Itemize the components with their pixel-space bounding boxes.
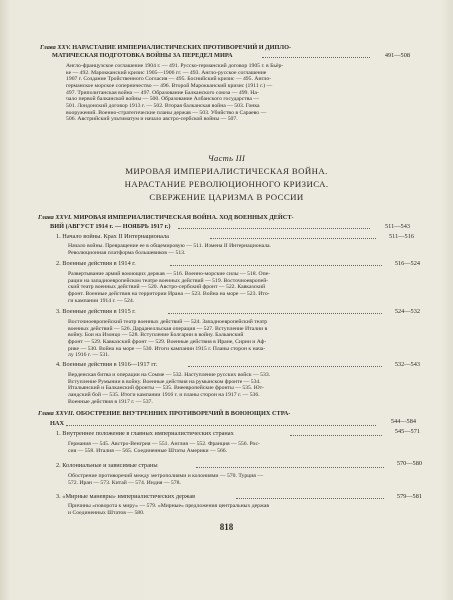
summary-line: Причины «поворота к миру» — 579. «Мирные» предложения центральных держав <box>68 503 270 509</box>
summary-line: Англо-французское соглашение 1904 г. — 491. Русско-германский договор 1905 г. в Бьёр- <box>66 63 284 69</box>
section-26-4-pages: 532—543 <box>394 361 420 368</box>
summary-line: сия — 558. Италия — 565. Соединенные Штаты Америки — 566. <box>68 447 228 454</box>
chapter-27-heading-line-1 <box>38 410 290 418</box>
section-26-1-pages: 511—516 <box>389 233 414 240</box>
section-26-2-summary <box>68 271 418 304</box>
summary-line: войну. Бои на Изонцо — 528. Вступление Болгарии в войну. Балканский <box>68 332 244 339</box>
summary-line: рике — 530. Война на море — 530. Итоги кампании 1915 г. Планы сторон к нача- <box>68 345 266 352</box>
section-27-2-summary <box>68 473 418 486</box>
summary-line: ке — 492. Марокканский кризис 1905—1906 гг. — 493. Англо-русское соглашение <box>66 69 267 76</box>
summary-line: военных действий — 526. Дарданелльская операция — 527. Вступление Италии в <box>68 325 268 332</box>
summary-line: Начало войны. Превращение ее в общемировую — 511. Измена II Интернационала. <box>68 243 271 249</box>
section-27-1-summary <box>68 441 418 454</box>
dot-leader <box>262 56 370 58</box>
chapter-26-heading-line-1 <box>38 214 294 222</box>
summary-line: Обострение противоречий между метрополиями и колониями — 570. Турция — <box>68 473 264 479</box>
page-number: 818 <box>219 522 234 532</box>
section-26-3-title: 3. Военные действия в 1915 г. <box>56 308 136 315</box>
summary-line: фронт — 529. Кавказский фронт — 529. Военные действия в Иране, Сирии и Аф- <box>68 338 267 345</box>
dot-leader <box>290 434 382 436</box>
summary-line: рации на западноевропейском театре военных действий — 519. Восточноевропей- <box>68 277 269 284</box>
dot-leader <box>210 237 376 239</box>
section-26-4-title: 4. Военные действия в 1916—1917 гг. <box>56 361 158 368</box>
summary-line: фронт. Военные действия на территории Ирана — 523. Война на море — 523. Ито- <box>68 290 270 297</box>
summary-line: 572. Иран — 573. Китай — 574. Индия — 578. <box>68 479 181 486</box>
summary-line: вооружений. Военно-стратегические планы держав — 503. Убийство в Сараево — <box>66 109 267 116</box>
section-26-1-title: 1. Начало войны. Крах II Интернационала <box>56 233 169 240</box>
section-27-1-title: 1. Внутреннее положение в главных империалистических странах <box>56 430 234 437</box>
chapter-26-label: Глава XXVI. <box>38 214 72 221</box>
chapter-27-pages: 544—584 <box>390 418 416 425</box>
part-title-1: МИРОВАЯ ИМПЕРИАЛИСТИЧЕСКАЯ ВОЙНА. <box>125 166 328 176</box>
summary-line: Революционная платформа большевиков — 513. <box>68 249 186 256</box>
summary-line: 501. Лондонский договор 1913 г. — 502. Вторая балканская война — 503. Гонка <box>66 102 260 109</box>
summary-line: 506. Австрийский ультиматум и начало австро-сербской войны — 507. <box>66 116 238 123</box>
section-26-2-title: 2. Военные действия в 1914 г. <box>56 260 136 267</box>
summary-line: лу 1916 г. — 531. <box>68 352 110 359</box>
part-title-2: НАРАСТАНИЕ РЕВОЛЮЦИОННОГО КРИЗИСА. <box>124 179 329 189</box>
chapter-25-title-1: НАРАСТАНИЕ ИМПЕРИАЛИСТИЧЕСКИХ ПРОТИВОРЕЧИЙ И ДИПЛО- <box>72 44 292 51</box>
chapter-25-title-2: МАТИЧЕСКАЯ ПОДГОТОВКА ВОЙНЫ ЗА ПЕРЕДЕЛ МИРА <box>52 52 233 59</box>
summary-line: Вступление Румынии в войну. Военные действия на румынском фронте — 534. <box>68 378 261 385</box>
chapter-25-heading-line-1 <box>40 44 291 52</box>
dot-leader <box>188 365 382 367</box>
dot-leader <box>170 264 382 266</box>
summary-line: германское морское соперничество — 496. Второй Марокканский кризис (1911 г.) — <box>66 82 273 89</box>
summary-line: Верденская битва и операции на Сомме — 532. Наступление русских войск — 533. <box>68 372 271 378</box>
dot-leader <box>236 497 384 499</box>
summary-line: 1907 г. Создание Тройственного Согласия — 495. Боснийский кризис — 495. Англо- <box>66 76 272 83</box>
dot-leader <box>178 227 370 229</box>
summary-line: чало первой балканской войны — 500. Образование Албанского государства — <box>66 96 259 103</box>
summary-line: Восточноевропейский театр военных действий — 524. Западноевропейский театр <box>68 319 268 325</box>
chapter-25-label: Глава XXV. <box>40 44 71 51</box>
chapter-27-title-2: НАХ <box>50 420 64 427</box>
chapter-25-pages: 491—508 <box>384 52 410 59</box>
section-26-1-summary <box>68 243 418 256</box>
section-27-2-title: 2. Колониальные и зависимые страны <box>56 462 158 469</box>
summary-line: ский театр военных действий — 520. Австро-сербский фронт — 522. Кавказский <box>68 284 266 291</box>
dot-leader <box>196 466 384 468</box>
summary-line: и Соединенных Штатов — 580. <box>68 509 145 516</box>
dot-leader <box>66 424 376 426</box>
section-27-2-pages: 570—580 <box>396 460 422 467</box>
summary-line: Итальянский и Балканский фронты — 535. Внеевропейские фронты — 535. Ют- <box>68 385 264 392</box>
chapter-26-title-2: ВИЙ (АВГУСТ 1914 г. — НОЯБРЬ 1917 г.) <box>50 223 171 230</box>
section-27-1-pages: 545—571 <box>394 428 420 435</box>
dot-leader <box>168 312 382 314</box>
chapter-27-label: Глава XXVII. <box>38 410 75 417</box>
section-26-2-pages: 516—524 <box>394 260 420 267</box>
section-27-3-summary <box>68 503 418 516</box>
chapter-27-title-1: ОБОСТРЕНИЕ ВНУТРЕННИХ ПРОТИВОРЕЧИЙ В ВОЮЮЩИХ СТРА- <box>76 410 291 417</box>
summary-line: Развертывание армий воюющих держав — 516. Военно-морские силы — 518. Опе- <box>68 271 271 277</box>
section-26-4-summary <box>68 372 418 405</box>
chapter-26-title-1: МИРОВАЯ ИМПЕРИАЛИСТИЧЕСКАЯ ВОЙНА. ХОД ВОЕННЫХ ДЕЙСТ- <box>73 214 294 221</box>
summary-line: Военные действия в 1917 г. — 537. <box>68 398 153 405</box>
summary-line: ландский бой — 535. Итоги кампании 1916 г. и планы сторон на 1917 г. — 536. <box>68 391 260 398</box>
chapter-25-summary <box>66 63 418 123</box>
part-label: Часть III <box>207 153 246 163</box>
summary-line: 497. Триполитанская война — 497. Образование Балканского союза — 499. На- <box>66 89 259 96</box>
section-26-3-summary <box>68 319 418 359</box>
summary-line: Германия — 545. Австро-Венгрия — 551. Англия — 552. Франция — 556. Рос- <box>68 441 260 447</box>
chapter-26-pages: 511—543 <box>385 223 410 230</box>
section-27-3-pages: 579—581 <box>396 493 422 500</box>
section-27-3-title: 3. «Мирные маневры» империалистических держав <box>56 493 196 500</box>
section-26-3-pages: 524—532 <box>394 308 420 315</box>
part-title-3: СВЕРЖЕНИЕ ЦАРИЗМА В РОССИИ <box>149 192 304 202</box>
summary-line: ги кампании 1914 г. — 524. <box>68 297 135 304</box>
